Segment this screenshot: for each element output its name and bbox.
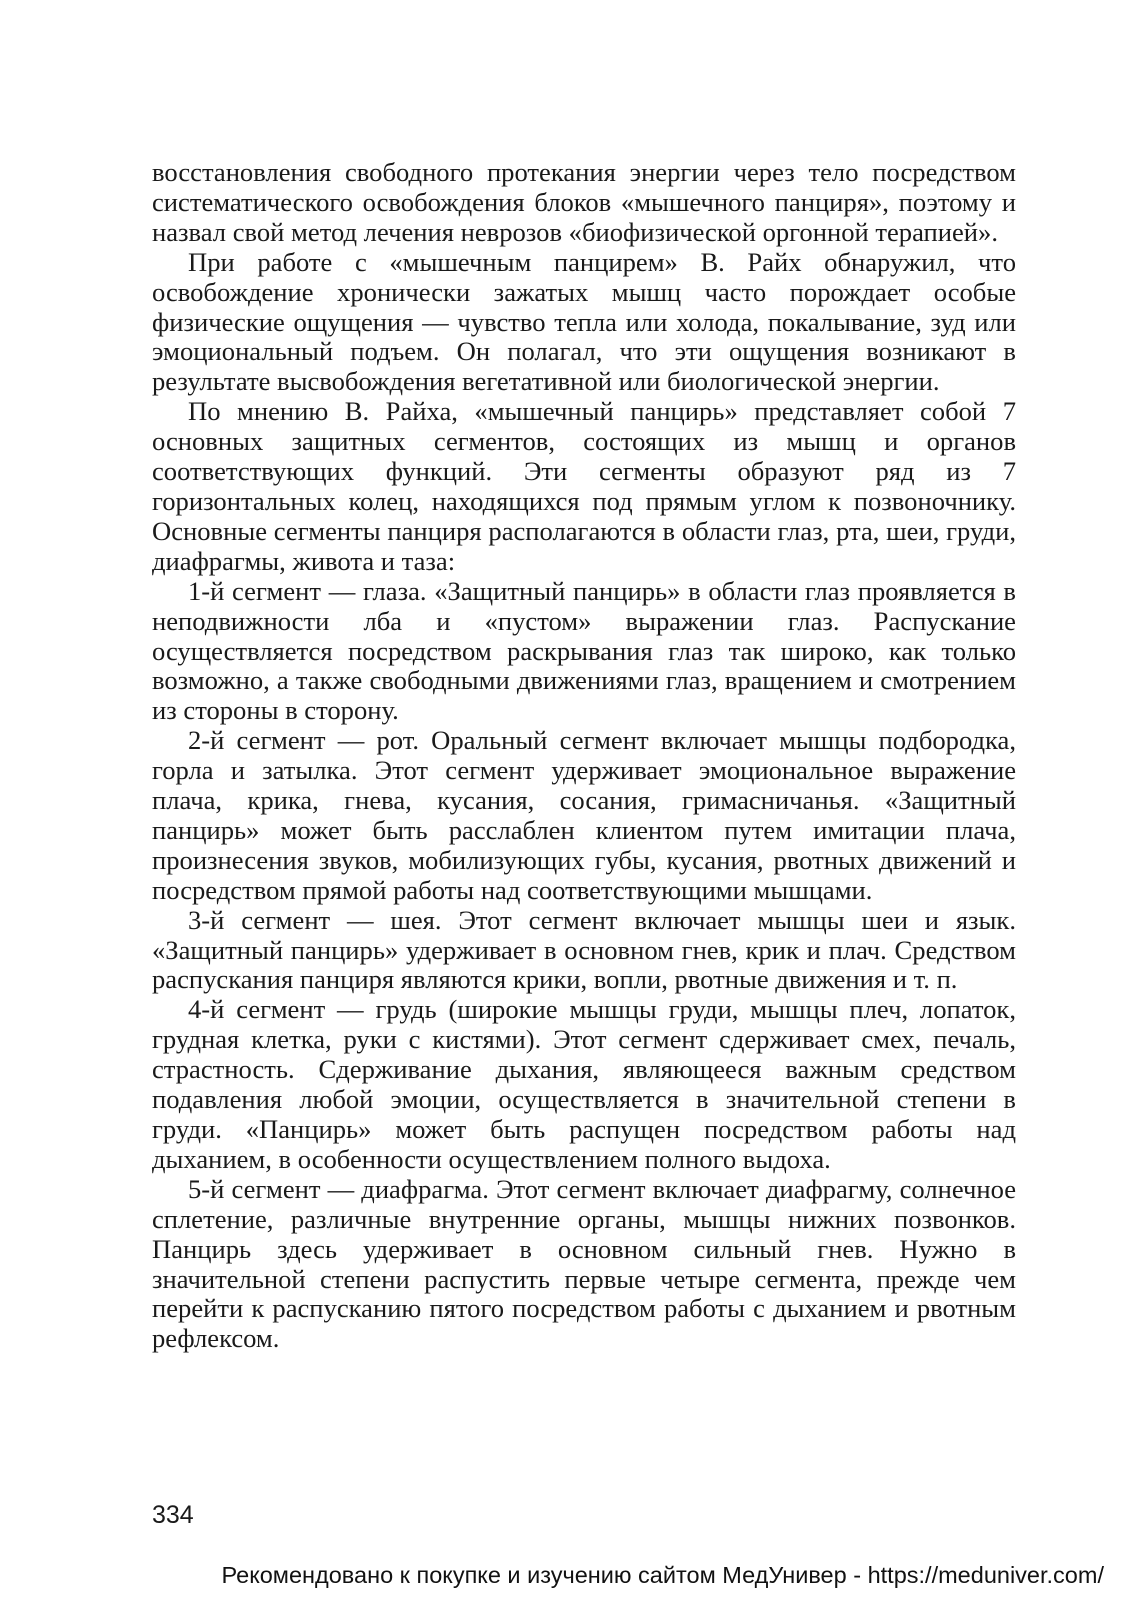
paragraph-segment-5: 5-й сегмент — диафрагма. Этот сегмент включает диафрагму, солнечное сплетение, различные внутренние органы, мышцы нижних позвонков. Панцирь здесь удерживает в основном сильный гнев. Нужно в значительной степени распустить первые четыре сегмента, прежде чем перейти к распусканию пятого посредством работы с дыханием и рвотным рефлексом. <box>152 1173 1016 1354</box>
paragraph-seven-segments: По мнению В. Райха, «мышечный панцирь» представляет собой 7 основных защитных сегментов, состоящих из мышц и органов соответствующих функций. Эти сегменты образуют ряд из 7 горизонтальных колец, находящихся под прямым углом к позвоночнику. Основные сегменты панциря располагаются в области глаз, рта, шеи, груди, диафрагмы, живота и таза: <box>152 396 1016 576</box>
paragraph-continuation: восстановления свободного протекания энергии через тело посредством систематического освобождения блоков «мышечного панциря», поэтому и назвал свой метод лечения неврозов «биофизической оргонной терапией». <box>152 157 1016 247</box>
body-text <box>152 158 1016 1354</box>
footer-recommendation: Рекомендовано к покупке и изучению сайтом МедУнивер - https://meduniver.com/ <box>221 1562 1104 1588</box>
paragraph-segment-1: 1-й сегмент — глаза. «Защитный панцирь» в области глаз проявляется в неподвижности лба и «пустом» выражении глаз. Распускание осуществляется посредством раскрывания глаз так широко, как только возможно, а также свободными движениями глаз, вращением и смотрением из стороны в сторону. <box>152 575 1016 726</box>
paragraph-muscle-armor: При работе с «мышечным панцирем» В. Райх обнаружил, что освобождение хронически зажатых мышц часто порождает особые физические ощущения — чувство тепла или холода, покалывание, зуд или эмоциональный подъем. Он полагал, что эти ощущения возникают в результате высвобождения вегетативной или биологической энергии. <box>152 246 1016 397</box>
paragraph-segment-4: 4-й сегмент — грудь (широкие мышцы груди, мышцы плеч, лопаток, грудная клетка, руки с кистями). Этот сегмент сдерживает смех, печаль, страстность. Сдерживание дыхания, являющееся важным средством подавления любой эмоции, осуществляется в значительной степени в груди. «Панцирь» может быть распущен посредством работы над дыханием, в особенности осуществлением полного выдоха. <box>152 994 1016 1174</box>
paragraph-segment-2: 2-й сегмент — рот. Оральный сегмент включает мышцы подбородка, горла и затылка. Этот сегмент удерживает эмоциональное выражение плача, крика, гнева, кусания, сосания, гримасничанья. «Защитный панцирь» может быть расслаблен клиентом путем имитации плача, произнесения звуков, мобилизующих губы, кусания, рвотных движений и посредством прямой работы над соответствующими мышцами. <box>152 725 1016 905</box>
paragraph-segment-3: 3-й сегмент — шея. Этот сегмент включает мышцы шеи и язык. «Защитный панцирь» удерживает в основном гнев, крик и плач. Средством распускания панциря являются крики, вопли, рвотные движения и т. п. <box>152 904 1016 995</box>
page-number: 334 <box>152 1501 194 1529</box>
